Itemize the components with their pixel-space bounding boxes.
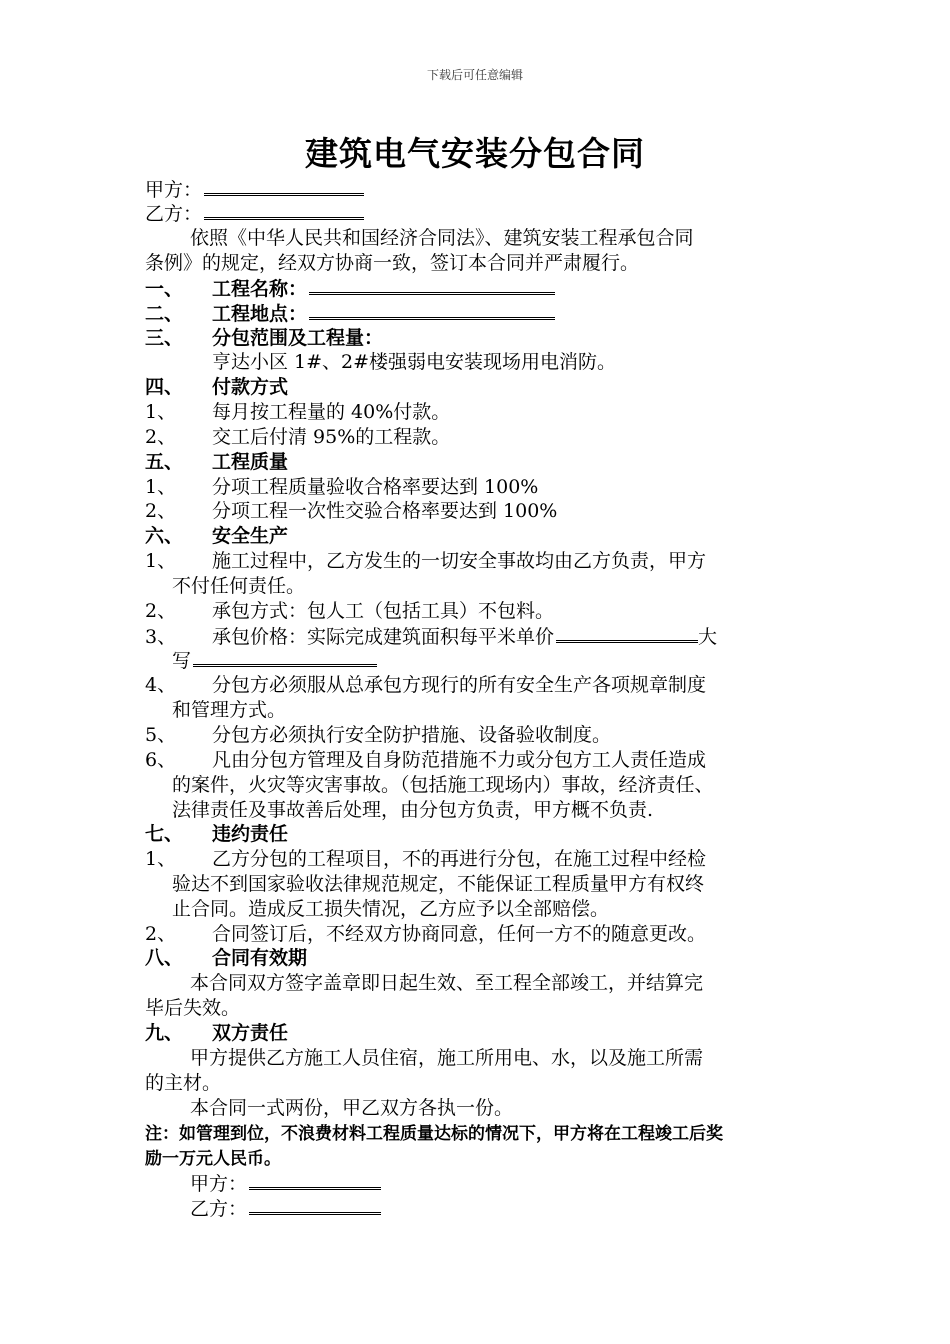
section-2-heading: 二、 工程地点： <box>145 301 555 325</box>
section-5-item-2: 2、 分项工程一次性交验合格率要达到 100% <box>145 500 558 522</box>
section-6-item-2: 2、 承包方式：包人工（包括工具）不包料。 <box>145 600 555 622</box>
section-6-item-1-cont: 不付任何责任。 <box>172 575 306 597</box>
section-5-heading: 五、 工程质量 <box>145 451 289 473</box>
price-in-words-blank[interactable] <box>193 648 377 667</box>
party-a-label: 甲方： <box>145 179 203 201</box>
party-b-blank[interactable] <box>204 201 364 220</box>
note-line-2: 励一万元人民币。 <box>145 1149 281 1169</box>
section-4-item-2: 2、 交工后付清 95%的工程款。 <box>145 426 451 448</box>
section-6-item-4-cont: 和管理方式。 <box>172 699 287 721</box>
party-a-blank[interactable] <box>204 177 364 196</box>
section-6-item-4: 4、 分包方必须服从总承包方现行的所有安全生产各项规章制度 <box>145 674 707 696</box>
section-7-heading: 七、 违约责任 <box>145 823 289 845</box>
party-b-line <box>145 201 364 225</box>
sign-party-b-blank[interactable] <box>249 1196 381 1215</box>
intro-line-2: 条例》的规定，经双方协商一致，签订本合同并严肃履行。 <box>145 252 640 274</box>
section-6-item-3-cont: 写 <box>172 648 377 672</box>
section-8-heading: 八、 合同有效期 <box>145 947 308 969</box>
sign-party-a: 甲方： <box>190 1171 381 1195</box>
party-b-label: 乙方： <box>145 203 203 225</box>
section-6-item-6-cont-1: 的案件，火灾等灾害事故。（包括施工现场内）事故，经济责任、 <box>172 774 714 796</box>
section-6-item-5: 5、 分包方必须执行安全防护措施、设备验收制度。 <box>145 724 612 746</box>
section-7-item-1-cont-1: 验达不到国家验收法律规范规定，不能保证工程质量甲方有权终 <box>172 873 705 895</box>
section-6-item-3: 3、 承包价格：实际完成建筑面积每平米单价 大 <box>145 626 718 648</box>
section-6-heading: 六、 安全生产 <box>145 525 289 547</box>
section-8-body-2: 毕后失效。 <box>145 997 241 1019</box>
section-3-body: 亨达小区 1#、2#楼强弱电安装现场用电消防。 <box>212 351 617 373</box>
section-4-item-1: 1、 每月按工程量的 40%付款。 <box>145 401 451 423</box>
section-9-body-3: 本合同一式两份，甲乙双方各执一份。 <box>190 1097 514 1119</box>
intro-line-1: 依照《中华人民共和国经济合同法》、建筑安装工程承包合同 <box>190 227 694 249</box>
sign-party-a-blank[interactable] <box>249 1171 381 1190</box>
section-4-heading: 四、 付款方式 <box>145 376 289 398</box>
document-title: 建筑电气安装分包合同 <box>305 134 645 173</box>
section-3-heading: 三、 分包范围及工程量： <box>145 327 384 349</box>
section-9-heading: 九、 双方责任 <box>145 1022 289 1044</box>
section-5-item-1: 1、 分项工程质量验收合格率要达到 100% <box>145 476 539 498</box>
section-9-body-2: 的主材。 <box>145 1072 222 1094</box>
project-location-blank[interactable] <box>309 301 555 320</box>
sign-party-b: 乙方： <box>190 1196 381 1220</box>
section-7-item-2: 2、 合同签订后，不经双方协商同意，任何一方不的随意更改。 <box>145 923 707 945</box>
section-9-body-1: 甲方提供乙方施工人员住宿，施工所用电、水，以及施工所需 <box>190 1047 704 1069</box>
section-6-item-6-cont-2: 法律责任及事故善后处理，由分包方负责，甲方概不负责. <box>172 799 654 821</box>
section-1-heading: 一、 工程名称： <box>145 276 555 300</box>
project-name-blank[interactable] <box>309 276 555 295</box>
note-line-1: 注：如管理到位，不浪费材料工程质量达标的情况下，甲方将在工程竣工后奖 <box>145 1124 723 1144</box>
header-note: 下载后可任意编辑 <box>426 68 523 82</box>
party-a-line <box>145 177 364 201</box>
unit-price-blank[interactable] <box>556 624 698 643</box>
section-6-item-6: 6、 凡由分包方管理及自身防范措施不力或分包方工人责任造成 <box>145 749 707 771</box>
section-6-item-1: 1、 施工过程中，乙方发生的一切安全事故均由乙方负责，甲方 <box>145 550 707 572</box>
section-8-body-1: 本合同双方签字盖章即日起生效、至工程全部竣工，并结算完 <box>190 972 704 994</box>
section-7-item-1-cont-2: 止合同。造成反工损失情况，乙方应予以全部赔偿。 <box>172 898 610 920</box>
section-7-item-1: 1、 乙方分包的工程项目，不的再进行分包，在施工过程中经检 <box>145 848 707 870</box>
